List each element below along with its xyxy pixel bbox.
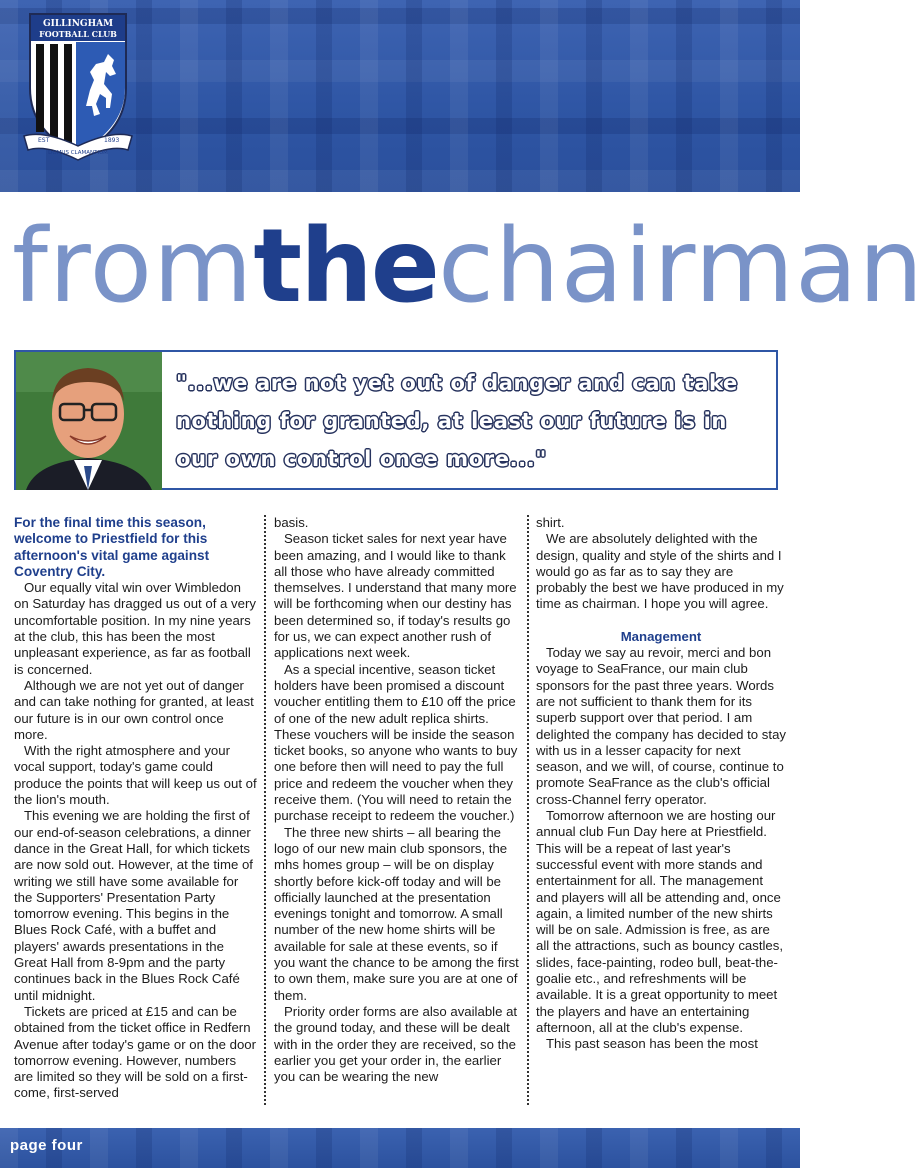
article-paragraph: This evening we are holding the first of our end-of-season celebrations, a dinner dance in the Great Hall, for which tickets are now sold out. However, at the time of writing we still have some available for the Supporters' Presentation Party tomorrow evening. This begins in the Blues Rock Café, with a buffet and players' awards presentations in the Great Hall from 8-9pm and the party continues back in the Blues Rock Café until midnight.: [14, 808, 253, 1003]
page-title: [12, 207, 924, 326]
title-part-from: from: [12, 207, 254, 326]
article-paragraph: As a special incentive, season ticket holders have been promised a discount voucher entitling them to £10 off the price of one of the new adult replica shirts. These vouchers will be inside the season ticket books, so anyone who wants to buy one before then will need to pay the full price and redeem the voucher when they receive them. (You will need to retain the purchase receipt to redeem the voucher.): [274, 661, 518, 824]
article-paragraph: Season ticket sales for next year have been amazing, and I would like to thank all those who have already committed themselves. I understand that many more will be forthcoming when our destiny has been determined so, if today's results go for us, we can expect another rush of applications next week.: [274, 531, 517, 661]
club-crest-logo: [24, 4, 132, 172]
article-paragraph: Priority order forms are also available at the ground today, and these will be dealt with in the order they are received, so the earlier you get your order in, the earlier you can be wearing the new: [274, 1003, 518, 1085]
article-paragraph: This past season has been the most: [546, 1036, 758, 1052]
crest-name-line1: GILLINGHAM: [42, 19, 114, 29]
section-subhead: Management: [620, 628, 702, 644]
article-paragraph: Tomorrow afternoon we are hosting our annual club Fun Day here at Priestfield. This will be a repeat of last year's successful event with more stands and entertainment for all. The management and players will all be attending and, once again, a limited number of the new shirts will be on sale. Admission is free, as are all the attractions, such as bouncy castles, slides, face-painting, rodeo bull, beat-the-goalie etc., and refreshments will be available. It is a great opportunity to meet the players and have an entertaining afternoon, all at the club's expense.: [536, 808, 784, 1035]
top-banner: [0, 0, 800, 192]
column-divider-1: [264, 515, 266, 1105]
article-paragraph: We are absolutely delighted with the design, quality and style of the shirts and I would go as far as to say they are probably the best we have produced in my time as chairman. I hope you will agree.: [536, 531, 784, 612]
crest-name-line2: FOOTBALL CLUB: [39, 29, 117, 39]
article-paragraph-continued: basis.: [274, 515, 309, 530]
article-column-3: [536, 515, 786, 1053]
crest-est-right: 1893: [104, 137, 120, 144]
article-paragraph: Although we are not yet out of danger and can take nothing for granted, at least our future is in our own control once more.: [14, 677, 254, 742]
article-paragraph: With the right atmosphere and your vocal support, today's game could produce the points that will keep us out of the lion's mouth.: [14, 743, 257, 808]
article-column-1: [14, 515, 258, 1102]
column-divider-2: [527, 515, 529, 1105]
title-part-the: the: [253, 207, 438, 326]
article-paragraph-continued: shirt.: [536, 515, 565, 530]
article-paragraph: Tickets are priced at £15 and can be obtained from the ticket office in Redfern Avenue after today's game or on the door tomorrow evening. However, numbers are limited so they will be sold on a first-come, first-served: [14, 1003, 257, 1101]
pull-quote: "...we are not yet out of danger and can take nothing for granted, at least our future is in our own control once more...": [176, 371, 738, 471]
chairman-photo: [16, 352, 162, 490]
quote-box: [14, 350, 778, 490]
article-lead: For the final time this season, welcome to Priestfield for this afternoon's vital game against Coventry City.: [14, 515, 210, 579]
page-footer: [0, 1128, 800, 1168]
article-paragraph: Today we say au revoir, merci and bon voyage to SeaFrance, our main club sponsors for the past three years. Words are not sufficient to thank them for its superb support over that period. I am delighted the company has decided to stay with us in a lesser capacity for next season, and we will, of course, continue to promote SeaFrance as the club's official cross-Channel ferry operator.: [536, 645, 786, 807]
page-number-label: page four: [10, 1137, 83, 1154]
article-paragraph: Our equally vital win over Wimbledon on Saturday has dragged us out of a very uncomfortable position. In my nine years at the club, this has been the most unpleasant experience, as far as football is concerned.: [14, 580, 256, 677]
article-paragraph: The three new shirts – all bearing the logo of our new main club sponsors, the mhs homes group – will be on display shortly before kick-off today and will be officially launched at the presentation evenings tonight and tomorrow. A small number of the new home shirts will be available for sale at these events, so if you want the chance to be among the first to own them, make sure you are at one of them.: [274, 824, 519, 1003]
crest-motto: DOMUS CLAMANTIUM: [48, 150, 108, 156]
title-part-chairman: chairman: [437, 207, 924, 326]
crest-est-left: EST: [38, 137, 50, 144]
article-column-2: [274, 515, 522, 1085]
chairman-portrait-image: [16, 352, 162, 490]
